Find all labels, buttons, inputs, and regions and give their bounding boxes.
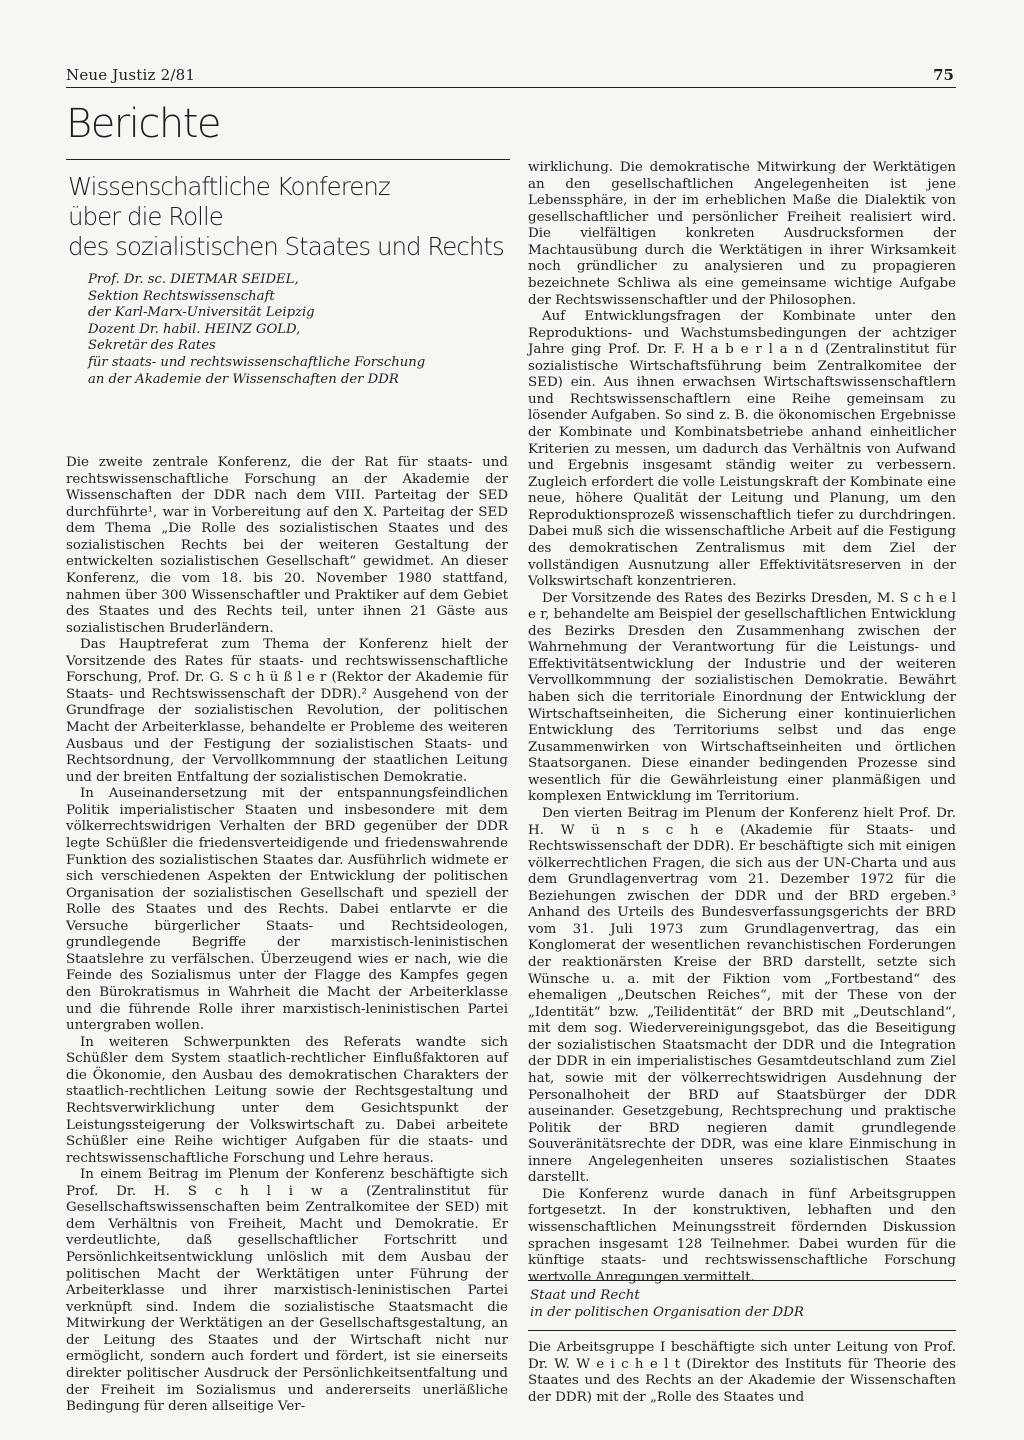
left-column-text <box>66 455 508 1416</box>
body-paragraph: Das Hauptreferat zum Thema der Konferenz hielt der Vorsitzende des Rates für staats- und rechtswissenschaftliche Forschung, Prof. Dr. G. S c h ü ß l e r (Rektor der Akademie für Staats- und Rechtswissenschaft der DDR).² Ausgehend von der Grundfrage der sozialistischen Revolution, der politischen Macht der Arbeiterklasse, behandelte er Probleme des weiteren Ausbaus und der Festigung der sozialistischen Staats- und Rechtsordnung, der Vervollkommnung der staatlichen Leitung und der breiten Entfaltung der sozialistischen Demokratie. <box>66 637 508 785</box>
author-line: Prof. Dr. sc. DIETMAR SEIDEL, <box>88 272 299 287</box>
subheading-line: in der politischen Organisation der DDR <box>530 1304 804 1320</box>
body-paragraph: wirklichung. Die demokratische Mitwirkung der Werktätigen an den gesellschaftlichen Angelegenheiten ist jene Lebenssphäre, in der im erheblichen Maße die Dialektik von gesellschaftlicher und persönlicher Freiheit realisiert wird. Die vielfältigen konkreten Ausdrucksformen der Machtausübung durch die Werktätigen in ihrer Wirksamkeit noch gründlicher zu analysieren und zu propagieren bezeichnete Schliwa als eine gemeinsame wichtige Aufgabe der Rechtswissenschaftler und der Philosophen. <box>528 160 956 308</box>
body-paragraph: Den vierten Beitrag im Plenum der Konferenz hielt Prof. Dr. H. W ü n s c h e (Akademie für Staats- und Rechtswissenschaft der DDR). Er beschäftigte sich mit einigen völkerrechtlichen Fragen, die sich aus der UN-Charta und aus dem Grundlagenvertrag vom 21. Dezember 1972 für die Beziehungen zwischen der DDR und der BRD ergeben.³ Anhand des Urteils des Bundesverfassungsgerichts der BRD vom 31. Juli 1973 zum Grundlagenvertrag, das ein Konglomerat der wesentlichen revanchistischen Forderungen der reaktionärsten Kreise der BRD darstellt, setzte sich Wünsche u. a. mit der Fiktion vom „Fortbestand“ des ehemaligen „Deutschen Reiches“, mit der These von der „Identität“ bzw. „Teilidentität“ der BRD mit „Deutschland“, mit dem sog. Wiedervereinigungsgebot, das die Beseitigung der sozialistischen Staatsmacht der DDR und die Integration der DDR in ein imperialistisches Gesamtdeutschland zum Ziel hat, sowie mit der völkerrechtswidrigen Ausdehnung der Personalhoheit der BRD auf Staatsbürger der DDR auseinander. Gesetzgebung, Rechtsprechung und praktische Politik der BRD negieren damit grundlegende Souveränitätsrechte der DDR, was eine klare Einmischung in innere Angelegenheiten unseres sozialistischen Staates darstellt. <box>528 805 956 1186</box>
author-block <box>88 272 508 388</box>
author-line: der Karl-Marx-Universität Leipzig <box>88 305 315 321</box>
header-rule <box>66 87 956 88</box>
author-line: Sektion Rechtswissenschaft <box>88 288 275 304</box>
body-paragraph: In einem Beitrag im Plenum der Konferenz beschäftigte sich Prof. Dr. H. S c h l i w a (Zentralinstitut für Gesellschaftswissenschaften beim Zentralkomitee der SED) mit dem Verhältnis von Freiheit, Macht und Demokratie. Er verdeutlichte, daß gesellschaftlicher Fortschritt und Persönlichkeitsentwicklung unlöslich mit dem Ausbau der politischen Macht der Werktätigen unter Führung der Arbeiterklasse und ihrer marxistisch-leninistischen Partei verknüpft sind. Indem die sozialistische Staatsmacht die Mitwirkung der Werktätigen an der Gesellschaftsgestaltung, an der Leitung des Staates und der Wirtschaft nicht nur ermöglicht, sondern auch fordert und fördert, ist sie einerseits direkter politischer Ausdruck der Persönlichkeitsentfaltung und der Freiheit im Sozialismus und andererseits unerläßliche Bedingung für deren allseitige Ver- <box>66 1167 508 1415</box>
subheading <box>530 1288 950 1321</box>
right-column-continuation <box>528 1340 956 1406</box>
subheading-rule-top <box>528 1280 956 1281</box>
article-title-line: Wissenschaftliche Konferenz <box>68 172 390 201</box>
subheading-line: Staat und Recht <box>530 1288 640 1303</box>
article-title-line: über die Rolle <box>68 202 223 231</box>
body-paragraph: Auf Entwicklungsfragen der Kombinate unter den Reproduktions- und Wachstumsbedingungen der achtziger Jahre ging Prof. Dr. F. H a b e r l a n d (Zentralinstitut für sozialistische Wirtschaftsführung beim Zentralkomitee der SED) ein. Aus ihnen erwachsen Wirtschaftswissenschaftlern und Rechtswissenschaftlern eine Reihe gemeinsam zu lösender Aufgaben. So sind z. B. die ökonomischen Ergebnisse der Kombinate und Kombinatsbetriebe anhand einheitlicher Kriterien zu messen, um dadurch das Verhältnis von Aufwand und Ergebnis insgesamt ständig weiter zu verbessern. Zugleich erfordert die volle Leistungskraft der Kombinate eine neue, höhere Qualität der Leitung und Planung, um den Reproduktionsprozeß wissenschaftlich tiefer zu durchdringen. Dabei muß sich die wissenschaftliche Arbeit auf die Festigung des demokratischen Zentralismus mit dem Ziel der vollständigen Ausnutzung aller Effektivitätsreserven in der Volkswirtschaft konzentrieren. <box>528 309 956 590</box>
section-title: Berichte <box>66 101 220 147</box>
author-line: Sekretär des Rates <box>88 338 216 354</box>
right-column-text <box>528 160 956 1286</box>
author-line: an der Akademie der Wissenschaften der DDR <box>88 371 399 387</box>
body-paragraph: In weiteren Schwerpunkten des Referats wandte sich Schüßler dem System staatlich-rechtlicher Einflußfaktoren auf die Ökonomie, den Ausbau des demokratischen Charakters der staatlich-rechtlichen Leitung sowie der Rechtsgestaltung und Rechtsverwirklichung unter dem Gesichtspunkt der Leistungssteigerung der Volkswirtschaft zu. Dabei arbeitete Schüßler eine Reihe wichtiger Aufgaben für die staats- und rechtswissenschaftliche Forschung und Lehre heraus. <box>66 1034 508 1166</box>
section-rule <box>66 159 510 160</box>
article-title <box>68 172 508 262</box>
author-line: für staats- und rechtswissenschaftliche Forschung <box>88 354 426 370</box>
article-title-line: des sozialistischen Staates und Rechts <box>68 232 504 261</box>
page-number: 75 <box>933 66 954 84</box>
body-paragraph: Der Vorsitzende des Rates des Bezirks Dresden, M. S c h e l e r, behandelte am Beispiel der gesellschaftlichen Entwicklung des Bezirks Dresden den Zusammenhang zwischen der Wahrnehmung der Verantwortung für die Leistungs- und Effektivitätsentwicklung der Industrie und der weiteren Vervollkommnung der sozialistischen Demokratie. Bewährt haben sich die territoriale Einordnung der Entwicklung der Wirtschaftseinheiten, die Sicherung einer kontinuierlichen Entwicklung des Territoriums selbst und das enge Zusammenwirken von Wirtschaftseinheiten und örtlichen Staatsorganen. Diese einander bedingenden Prozesse sind wesentlich für die Gewährleistung einer planmäßigen und komplexen Entwicklung im Territorium. <box>528 590 956 805</box>
subheading-rule-bottom <box>528 1330 956 1331</box>
body-paragraph: Die Konferenz wurde danach in fünf Arbeitsgruppen fortgesetzt. In der konstruktiven, lebhaften und den wissenschaftlichen Meinungsstreit fördernden Diskussion sprachen insgesamt 128 Teilnehmer. Dabei wurden für die künftige staats- und rechtswissenschaftliche Forschung wertvolle Anregungen vermittelt. <box>528 1186 956 1285</box>
body-paragraph: Die Arbeitsgruppe I beschäftigte sich unter Leitung von Prof. Dr. W. W e i c h e l t (Direktor des Instituts für Theorie des Staates und des Rechts an der Akademie der Wissenschaften der DDR) mit der „Rolle des Staates und <box>528 1340 956 1405</box>
author-line: Dozent Dr. habil. HEINZ GOLD, <box>88 321 301 337</box>
journal-name: Neue Justiz 2/81 <box>66 66 196 84</box>
body-paragraph: In Auseinandersetzung mit der entspannungsfeindlichen Politik imperialistischer Staaten und insbesondere mit dem völkerrechtswidrigen Verhalten der BRD gegenüber der DDR legte Schüßler die friedensverteidigende und friedenswahrende Funktion des sozialistischen Staates dar. Ausführlich widmete er sich verschiedenen Aspekten der Entwicklung der politischen Organisation der sozialistischen Gesellschaft und speziell der Rolle des Staates und des Rechts. Dabei entlarvte er die Versuche bürgerlicher Staats- und Rechtsideologen, grundlegende Begriffe der marxistisch-leninistischen Staatslehre zu verfälschen. Überzeugend wies er nach, wie die Feinde des Sozialismus unter der Flagge des Kampfes gegen den Bürokratismus in Wahrheit die Macht der Arbeiterklasse und die führende Rolle ihrer marxistisch-leninistischen Partei untergraben wollen. <box>66 786 508 1034</box>
body-paragraph: Die zweite zentrale Konferenz, die der Rat für staats- und rechtswissenschaftliche Forschung an der Akademie der Wissenschaften der DDR nach dem VIII. Parteitag der SED durchführte¹, war in Vorbereitung auf den X. Parteitag der SED dem Thema „Die Rolle des sozialistischen Staates und des sozialistischen Rechts bei der weiteren Gestaltung der entwickelten sozialistischen Gesellschaft“ gewidmet. An dieser Konferenz, die vom 18. bis 20. November 1980 stattfand, nahmen über 300 Wissenschaftler und Praktiker auf dem Gebiet des Staates und des Rechts teil, unter ihnen 21 Gäste aus sozialistischen Bruderländern. <box>66 455 508 636</box>
